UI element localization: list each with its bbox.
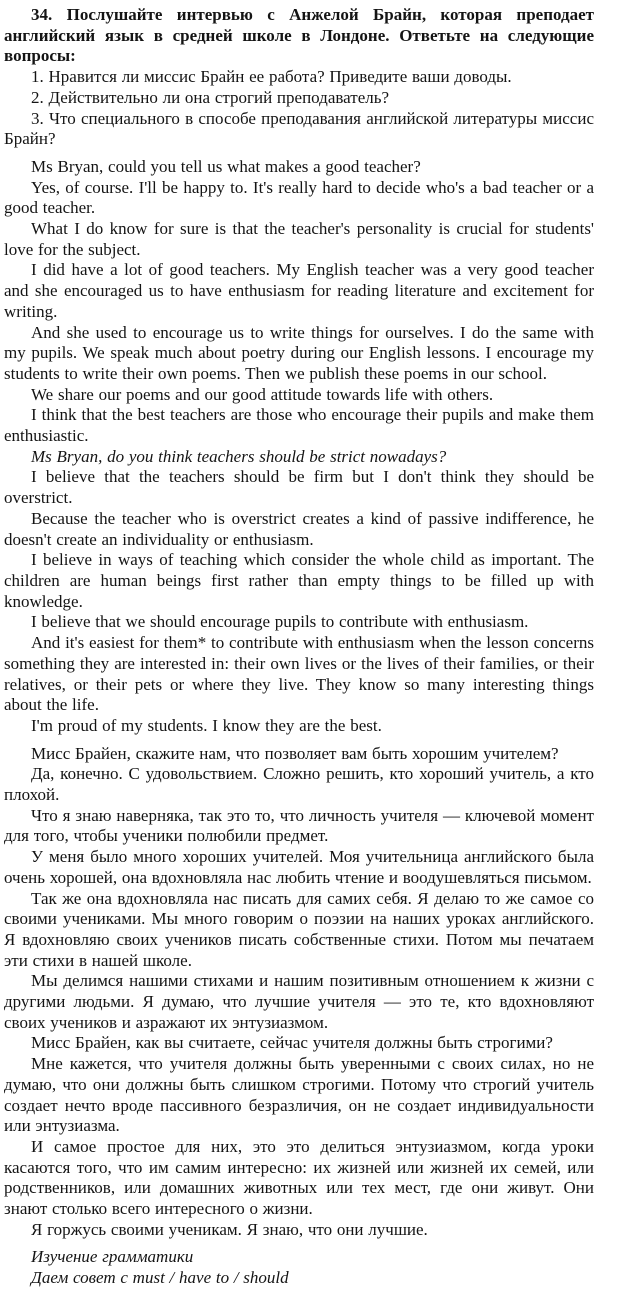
paragraph-1: 1. Нравится ли миссис Брайн ее работа? Приведите ваши доводы. — [31, 67, 512, 87]
paragraph-18: Мисс Брайен, скажите нам, что позволяет вам быть хорошим учителем? — [31, 743, 559, 763]
paragraph-22: Так же она вдохновляла нас писать для самих себя. Я делаю то же самое со своими учениками. Мы много говорим о поэзии на наших уроках английского. Я вдохновляю своих учеников писать собственные стихи. Потом мы печатаем эти стихи в нашей школе. — [4, 888, 594, 970]
exercise-heading: 34. Послушайте интервью с Анжелой Брайн, которая преподает английский язык в средней школе в Лондоне. Ответьте на следующие вопросы: — [4, 5, 594, 66]
document-body — [4, 5, 594, 1289]
paragraph-24: Мисс Брайен, как вы считаете, сейчас учителя должны быть строгими? — [31, 1033, 553, 1053]
paragraph-12: I believe that the teachers should be firm but I don't think they should be overstrict. — [4, 467, 594, 508]
paragraph-23: Мы делимся нашими стихами и нашим позитивным отношением к жизни с другими людьми. Я думаю, что лучшие учителя — это те, кто вдохновляют своих учеников и азражают их энтузиазмом. — [4, 971, 594, 1032]
paragraph-14: I believe in ways of teaching which consider the whole child as important. The children are human beings first rather than empty things to be filled up with knowledge. — [4, 550, 594, 611]
paragraph-28: Изучение грамматики — [31, 1247, 194, 1267]
paragraph-4: Ms Bryan, could you tell us what makes a good teacher? — [31, 156, 421, 176]
paragraph-19: Да, конечно. С удовольствием. Сложно решить, кто хороший учитель, а кто плохой. — [4, 764, 594, 805]
paragraph-7: I did have a lot of good teachers. My English teacher was a very good teacher and she encouraged us to have enthusiasm for reading literature and excitement for writing. — [4, 260, 594, 321]
paragraph-11: Ms Bryan, do you think teachers should be strict nowadays? — [31, 446, 447, 466]
paragraph-2: 2. Действительно ли она строгий преподаватель? — [31, 87, 390, 107]
paragraph-15: I believe that we should encourage pupils to contribute with enthusiasm. — [31, 612, 529, 632]
paragraph-27: Я горжусь своими ученикам. Я знаю, что они лучшие. — [31, 1219, 428, 1239]
paragraph-25: Мне кажется, что учителя должны быть уверенными с своих силах, но не думаю, что они должны быть слишком строгими. Потому что строгий учитель создает нечто вроде пассивного безразличия, он не создает индивидуальности или энтузиазма. — [4, 1054, 594, 1136]
paragraph-10: I think that the best teachers are those who encourage their pupils and make them enthusiastic. — [4, 405, 594, 446]
paragraph-21: У меня было много хороших учителей. Моя учительница английского была очень хорошей, она вдохновляла нас любить чтение и воодушевляться письмом. — [4, 847, 594, 887]
paragraph-5: Yes, of course. I'll be happy to. It's really hard to decide who's a bad teacher or a good teacher. — [4, 177, 594, 218]
paragraph-20: Что я знаю наверняка, так это то, что личность учителя — ключевой момент для того, чтобы ученики полюбили предмет. — [4, 805, 594, 846]
paragraph-3: 3. Что специального в способе преподавания английской литературы миссис Брайн? — [4, 108, 594, 149]
paragraph-16: And it's easiest for them* to contribute with enthusiasm when the lesson concerns something they are interested in: their own lives or the lives of their families, or their relatives, or their pets or where they live. They know so many interesting things about the life. — [4, 633, 594, 715]
paragraph-17: I'm proud of my students. I know they are the best. — [31, 715, 382, 735]
paragraph-29: Даем совет с must / have to / should — [31, 1268, 289, 1288]
paragraph-13: Because the teacher who is overstrict creates a kind of passive indifference, he doesn't create an individuality or enthusiasm. — [4, 508, 594, 549]
paragraph-6: What I do know for sure is that the teacher's personality is crucial for students' love for the subject. — [4, 219, 594, 259]
paragraph-9: We share our poems and our good attitude towards life with others. — [31, 384, 494, 404]
paragraph-26: И самое простое для них, это это делиться энтузиазмом, когда уроки касаются того, что им самим интересно: их жизней или жизней их семей, или родственников, или домашних животных или тех мест, где они живут. Они знают столько всего интересного о жизни. — [4, 1136, 594, 1219]
paragraph-8: And she used to encourage us to write things for ourselves. I do the same with my pupils. We speak much about poetry during our English lessons. I encourage my students to write their own poems. Then we publish these poems in our school. — [4, 322, 594, 383]
